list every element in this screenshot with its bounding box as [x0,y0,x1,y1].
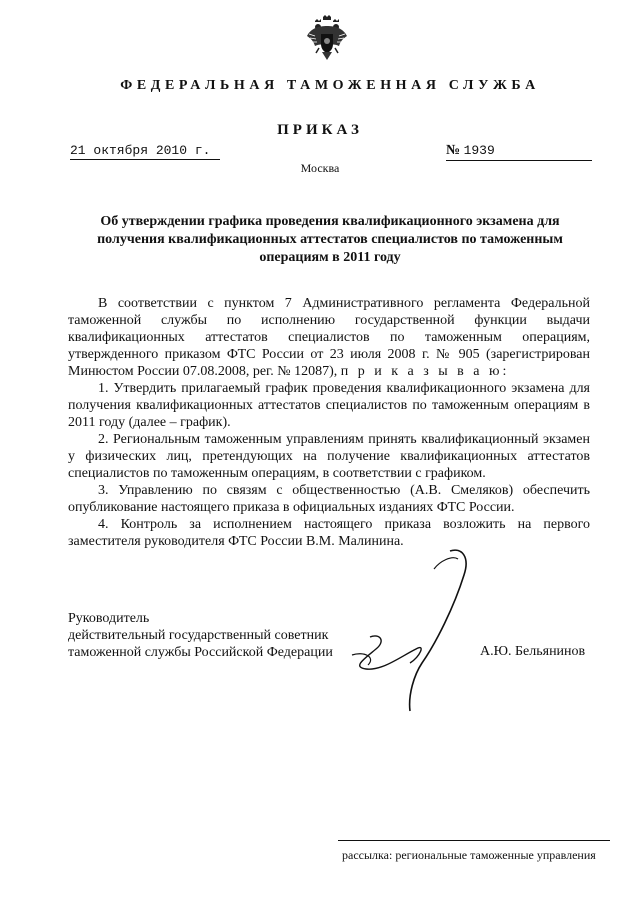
document-city: Москва [300,161,340,175]
order-item: 2. Региональным таможенным управлениям принять квалификационный экзамен у физических лиц, претендующих на получение квалификационных аттестатов специалистов по таможенным операциям, в соответствии с графиком. [68,432,590,481]
document-type: ПРИКАЗ [277,122,363,138]
order-item: 4. Контроль за исполнением настоящего приказа возложить на первого заместителя руководителя ФТС России В.М. Малинина. [68,517,590,549]
agency-name: ФЕДЕРАЛЬНАЯ ТАМОЖЕННАЯ СЛУЖБА [120,78,540,93]
signer-title-block [68,610,333,661]
preamble-paragraph [68,295,590,380]
order-item: 1. Утвердить прилагаемый график проведения квалификационного экзамена для получения квалификационных аттестатов специалистов по таможенным операциям в 2011 году (далее – график). [68,381,590,430]
document-date: 21 октября 2010 г. [70,143,220,160]
number-sign: № [446,143,461,158]
signer-title-line: таможенной службы Российской Федерации [68,645,333,660]
signer-title-line: Руководитель [68,611,150,626]
distribution-note: рассылка: региональные таможенные управления [342,848,596,862]
document-subject: Об утверждении графика проведения квалификационного экзамена для получения квалификационных аттестатов специалистов по таможенным операциям в 2011 году [97,214,563,265]
coat-of-arms-emblem-icon [305,14,349,64]
footer-divider [338,840,610,841]
handwritten-signature [330,545,480,715]
order-item: 3. Управлению по связям с общественностью (А.В. Смеляков) обеспечить опубликование настоящего приказа в официальных изданиях ФТС России. [68,483,590,515]
order-word: п р и к а з ы в а ю: [340,364,510,379]
document-number: 1939 [463,143,495,158]
signer-title-line: действительный государственный советник [68,628,329,643]
preamble-text: В соответствии с пунктом 7 Административного регламента Федеральной таможенной службы по исполнению государственной функции выдачи квалификационных аттестатов специалистов по таможенным операциям, утвержденного приказом ФТС России от 23 июля 2008 г. № 905 (зарегистрирован Минюстом России 07.08.2008, рег. № 12087), [68,296,590,379]
signer-name: А.Ю. Бельянинов [480,644,586,659]
document-number-field [446,143,592,161]
document-body [68,295,590,550]
